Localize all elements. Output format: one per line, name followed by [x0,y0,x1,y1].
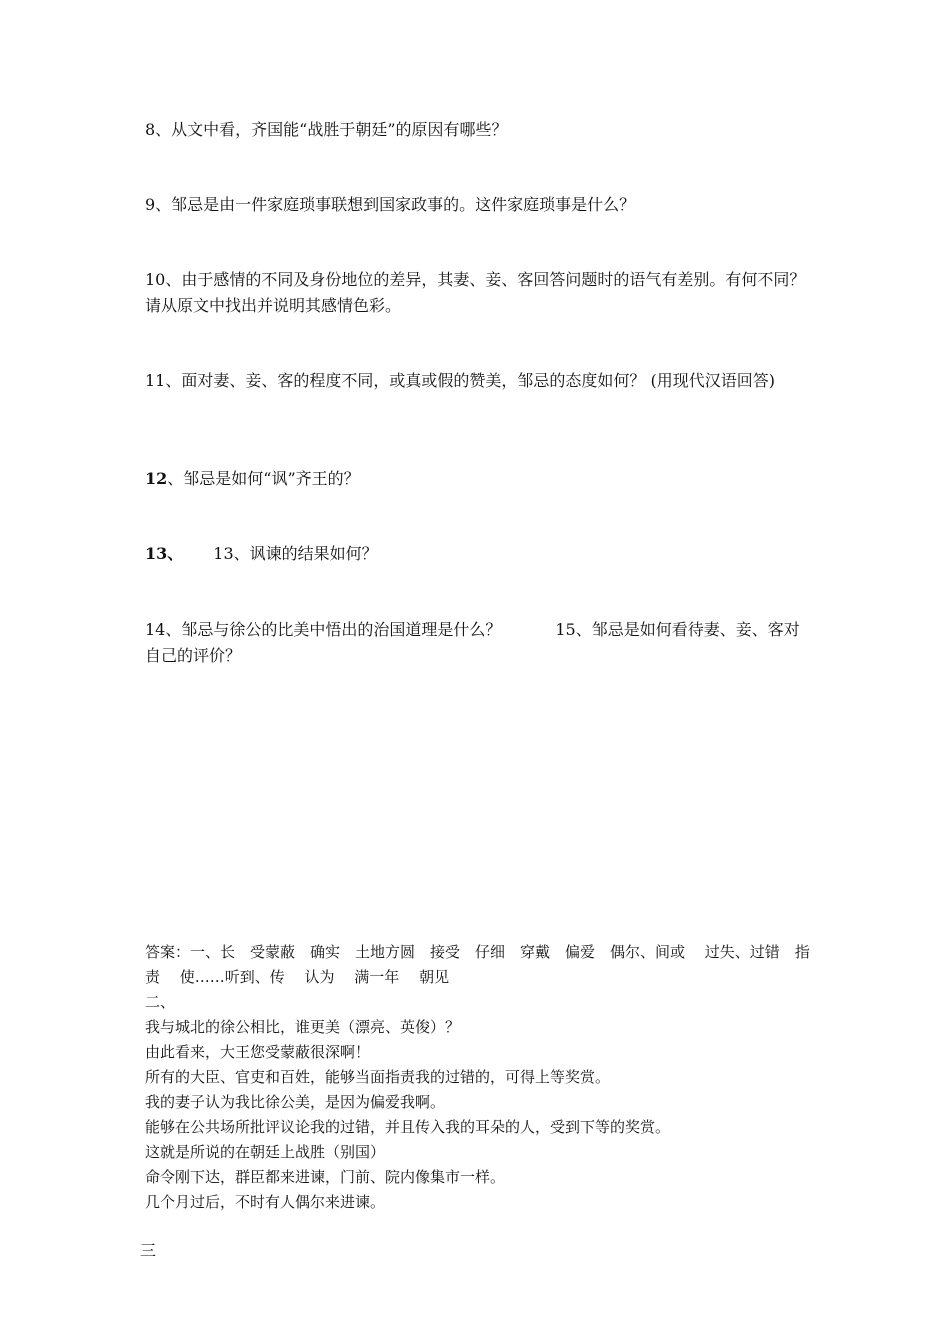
answer-line: 几个月过后，不时有人偶尔来进谏。 [145,1193,386,1211]
question-14-15 [145,617,815,669]
question-12 [145,466,815,492]
question-13 [145,541,815,567]
question-8: 8、从文中看，齐国能“战胜于朝廷”的原因有哪些？ [145,120,508,139]
answer-line: 所有的大臣、官吏和百姓，能够当面指责我的过错的，可得上等奖赏。 [145,1068,611,1086]
answer-part-2-heading: 二、 [145,993,176,1011]
question-10: 10、由于感情的不同及身份地位的差异，其妻、妾、客回答问题时的语气有差别。有何不同？请从原文中找出并说明其感情色彩。 [145,270,806,315]
answer-line: 命令刚下达，群臣都来进谏，门前、院内像集市一样。 [145,1168,506,1186]
answer-line: 我与城北的徐公相比，谁更美（漂亮、英俊）？ [145,1018,461,1036]
answer-part-3-heading: 三 [140,1241,157,1260]
answer-line: 由此看来，大王您受蒙蔽很深啊！ [145,1043,371,1061]
answer-line: 能够在公共场所批评议论我的过错，并且传入我的耳朵的人，受到下等的奖赏。 [145,1118,671,1136]
question-13-text: 13、讽谏的结果如何？ [213,544,378,563]
question-12-number: 12 [145,469,168,488]
question-12-text: 、邹忌是如何“讽”齐王的？ [167,469,360,488]
answer-line: 这就是所说的在朝廷上战胜（别国） [145,1143,386,1161]
question-14-text: 14、邹忌与徐公的比美中悟出的治国道理是什么？ [145,620,502,639]
question-9: 9、邹忌是由一件家庭琐事联想到国家政事的。这件家庭琐事是什么？ [145,195,636,214]
question-13-number: 13、 [145,544,184,563]
answer-part-1: 答案：一、长 受蒙蔽 确实 土地方圆 接受 仔细 穿戴 偏爱 偶尔、间或 过失、过错 指责 使……听到、传 认为 满一年 朝见 [145,943,810,986]
answer-line: 我的妻子认为我比徐公美，是因为偏爱我啊。 [145,1093,446,1111]
question-11: 11、面对妻、妾、客的程度不同，或真或假的赞美，邹忌的态度如何？ (用现代汉语回答) [145,371,775,390]
question-15-text: 15、邹忌是如何看待妻、妾、客对自己的评价？ [145,620,800,665]
answer-section [145,940,815,1215]
